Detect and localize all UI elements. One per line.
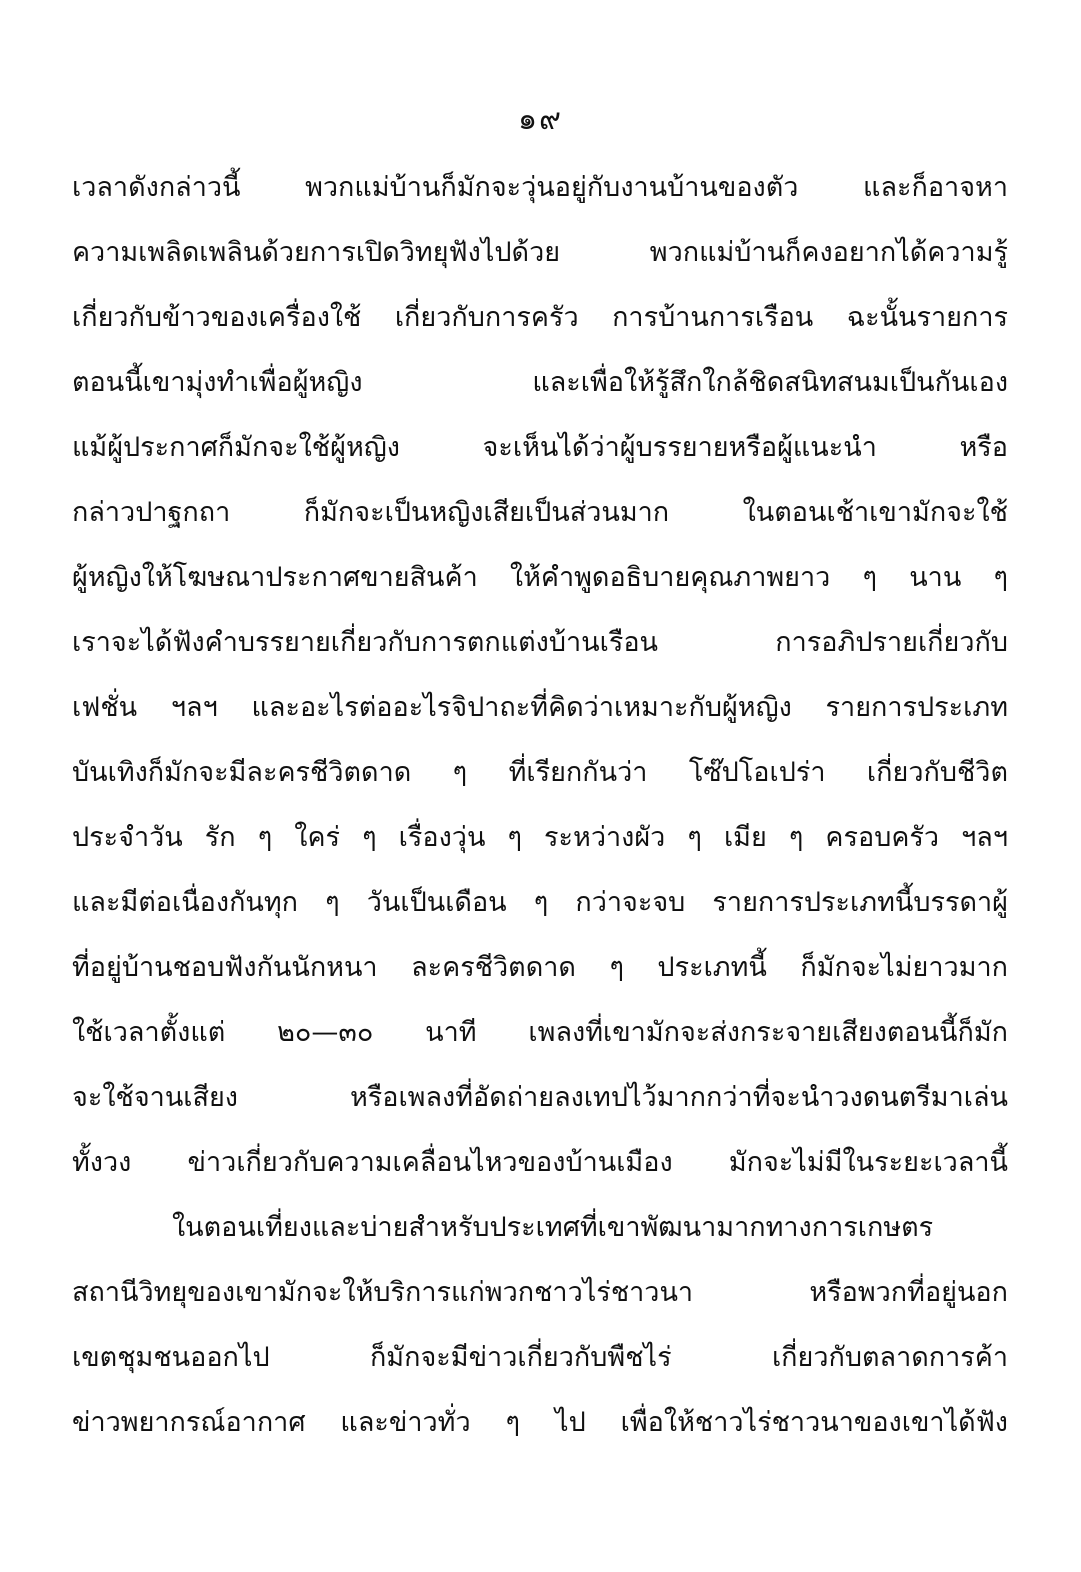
text-line-5: แม้ผู้ประกาศก็มักจะใช้ผู้หญิง จะเห็นได้ว่าผู้บรรยายหรือผู้แนะนำ หรือ: [72, 432, 1008, 463]
text-line-2: ความเพลิดเพลินด้วยการเปิดวิทยุฟังไปด้วย พวกแม่บ้านก็คงอยากได้ความรู้: [72, 237, 1008, 268]
text-line-4: ตอนนี้เขามุ่งทำเพื่อผู้หญิง และเพื่อให้รู้สึกใกล้ชิดสนิทสนมเป็นกันเอง: [72, 367, 1008, 398]
text-line-14: ใช้เวลาตั้งแต่ ๒๐—๓๐ นาที เพลงที่เขามักจะส่งกระจายเสียงตอนนี้ก็มัก: [72, 1017, 1008, 1048]
text-line-18: สถานีวิทยุของเขามักจะให้บริการแก่พวกชาวไร่ชาวนา หรือพวกที่อยู่นอก: [72, 1277, 1008, 1308]
text-line-15: จะใช้จานเสียง หรือเพลงที่อัดถ่ายลงเทปไว้มากกว่าที่จะนำวงดนตรีมาเล่น: [72, 1082, 1008, 1113]
text-line-6: กล่าวปาฐกถา ก็มักจะเป็นหญิงเสียเป็นส่วนมาก ในตอนเช้าเขามักจะใช้: [72, 497, 1008, 528]
body-text: [72, 155, 1008, 1455]
text-line-8: เราจะได้ฟังคำบรรยายเกี่ยวกับการตกแต่งบ้านเรือน การอภิปรายเกี่ยวกับ: [72, 627, 1008, 658]
text-line-12: และมีต่อเนื่องกันทุก ๆ วันเป็นเดือน ๆ กว่าจะจบ รายการประเภทนี้บรรดาผู้: [72, 887, 1008, 918]
text-line-7: ผู้หญิงให้โฆษณาประกาศขายสินค้า ให้คำพูดอธิบายคุณภาพยาว ๆ นาน ๆ: [72, 562, 1008, 593]
text-line-13: ที่อยู่บ้านชอบฟังกันนักหนา ละครชีวิตดาด ๆ ประเภทนี้ ก็มักจะไม่ยาวมาก: [72, 952, 1008, 983]
text-line-3: เกี่ยวกับข้าวของเครื่องใช้ เกี่ยวกับการครัว การบ้านการเรือน ฉะนั้นรายการ: [72, 302, 1008, 333]
text-line-17: ในตอนเที่ยงและบ่ายสำหรับประเทศที่เขาพัฒนามากทางการเกษตร: [172, 1212, 934, 1243]
text-line-16: ทั้งวง ข่าวเกี่ยวกับความเคลื่อนไหวของบ้านเมือง มักจะไม่มีในระยะเวลานี้: [72, 1147, 1008, 1178]
text-line-9: เฟชั่น ฯลฯ และอะไรต่ออะไรจิปาถะที่คิดว่าเหมาะกับผู้หญิง รายการประเภท: [72, 692, 1008, 723]
text-line-1: เวลาดังกล่าวนี้ พวกแม่บ้านก็มักจะวุ่นอยู่กับงานบ้านของตัว และก็อาจหา: [72, 172, 1008, 203]
text-line-10: บันเทิงก็มักจะมีละครชีวิตดาด ๆ ที่เรียกกันว่า โซ๊ปโอเปร่า เกี่ยวกับชีวิต: [72, 757, 1008, 788]
text-line-11: ประจำวัน รัก ๆ ใคร่ ๆ เรื่องวุ่น ๆ ระหว่างผัว ๆ เมีย ๆ ครอบครัว ฯลฯ: [72, 822, 1008, 853]
text-line-20: ข่าวพยากรณ์อากาศ และข่าวทั่ว ๆ ไป เพื่อให้ชาวไร่ชาวนาของเขาได้ฟัง: [72, 1407, 1008, 1438]
page-number: ๑๙: [517, 102, 563, 137]
text-line-19: เขตชุมชนออกไป ก็มักจะมีข่าวเกี่ยวกับพืชไร่ เกี่ยวกับตลาดการค้า: [72, 1342, 1008, 1373]
